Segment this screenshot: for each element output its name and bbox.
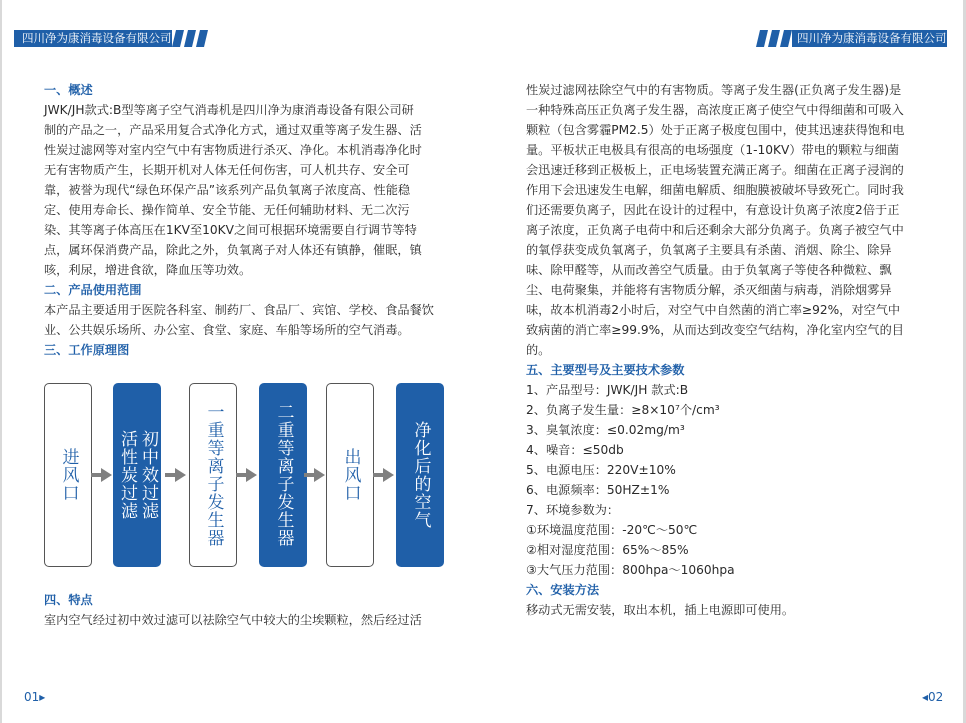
section-title-principle: 三、工作原理图 [44, 343, 130, 357]
flow-step-purified-air [396, 383, 444, 567]
flow-step-ion-generator-1 [189, 383, 237, 567]
section-title-overview: 一、概述 [44, 83, 93, 97]
spec-item: 2、负离子发生量：≥8×10⁷个/cm³ [526, 403, 720, 417]
flow-arrow-icon [90, 465, 114, 485]
overview-line: 无有害物质产生，长期开机对人体无任何伤害，可人机共存、安全可 [44, 163, 410, 177]
overview-line: 性炭过滤网等对室内空气中有害物质进行杀灭、净化。本机消毒净化时 [44, 143, 422, 157]
flow-step-air-inlet [44, 383, 92, 567]
features-line: 量。平板状正电极具有很高的电场强度（1-10KV）带电的颗粒与细菌 [526, 143, 900, 157]
spec-item: 5、电源电压：220V±10% [526, 463, 676, 477]
flow-step-label: 出风口 [340, 448, 361, 502]
flow-step-label: 活性炭过滤 [117, 430, 137, 520]
flow-step-air-outlet [326, 383, 374, 567]
page-number-right: ◂02 [922, 690, 944, 704]
features-line: 离子浓度，正负离子电荷中和后还剩余大部分负离子。负离子被空气中 [526, 223, 904, 237]
page-number-left: 01▸ [24, 690, 46, 704]
features-line: 味，故本机消毒2小时后，对空气中自然菌的消亡率≥92%，对空气中 [526, 303, 901, 317]
overview-line: 制的产品之一，产品采用复合式净化方式，通过双重等离子发生器、活 [44, 123, 422, 137]
features-line: 尘、电荷聚集，并能将有害物质分解，杀灭细菌与病毒，消除烟雾异 [526, 283, 892, 297]
overview-line: 定、使用寿命长、操作简单、安全节能、无任何辅助材料、无二次污 [44, 203, 410, 217]
flow-step-primary-filter [113, 383, 161, 567]
spec-item: 7、环境参数为： [526, 503, 620, 517]
features-line: 致病菌的消亡率≥99.9%，从而达到改变空气结构，净化室内空气的目 [526, 323, 904, 337]
overview-line: 咳，利尿，增进食欲，降血压等功效。 [44, 263, 252, 277]
features-line: 颗粒（包含雾霾PM2.5）处于正离子极度包围中，使其迅速获得饱和电 [526, 123, 905, 137]
overview-line: JWK/JH款式:B型等离子空气消毒机是四川净为康消毒设备有限公司研 [44, 103, 414, 117]
scope-line: 业、公共娱乐场所、办公室、食堂、家庭、车船等场所的空气消毒。 [44, 323, 410, 337]
flow-step-ion-generator-2 [259, 383, 307, 567]
spec-item: ③大气压力范围：800hpa～1060hpa [526, 563, 735, 577]
features-line: 的氧俘获变成负氧离子，负氧离子主要具有杀菌、消烟、除尘、除异 [526, 243, 892, 257]
section-title-specs: 五、主要型号及主要技术参数 [526, 363, 685, 377]
installation-line: 移动式无需安装，取出本机，插上电源即可使用。 [526, 603, 795, 617]
flow-step-label: 二重等离子发生器 [273, 403, 294, 547]
flow-arrow-icon [235, 465, 259, 485]
section-title-features: 四、特点 [44, 593, 93, 607]
working-principle-diagram [44, 383, 439, 568]
spec-item: 3、臭氧浓度：≤0.02mg/m³ [526, 423, 685, 437]
flow-step-label: 净化后的空气 [410, 421, 431, 529]
header-stripes-left [172, 30, 216, 47]
right-column [526, 80, 934, 620]
flow-arrow-icon [164, 465, 188, 485]
left-column [44, 80, 452, 360]
features-line: 会迅速迁移到正极板上，正电场装置充满正离子。细菌在正离子浸润的 [526, 163, 904, 177]
overview-line: 染、其等离子体高压在1KV至10KV之间可根据环境需要自行调节等特 [44, 223, 417, 237]
flow-step-label: 进风口 [58, 448, 79, 502]
left-column-features [44, 590, 452, 630]
section-title-scope: 二、产品使用范围 [44, 283, 142, 297]
scope-line: 本产品主要适用于医院各科室、制药厂、食品厂、宾馆、学校、食品餐饮 [44, 303, 434, 317]
overview-line: 点，属环保消费产品，除此之外，负氧离子对人体还有镇静，催眠，镇 [44, 243, 422, 257]
flow-step-label: 初中效过滤 [138, 430, 158, 520]
header-company-left: 四川净为康消毒设备有限公司 [22, 31, 172, 45]
features-line: 味、除甲醛等，从而改善空气质量。由于负氧离子等使各种微粒、飘 [526, 263, 892, 277]
spec-item: ①环境温度范围：-20℃～50℃ [526, 523, 698, 537]
spec-item: ②相对湿度范围：65%～85% [526, 543, 689, 557]
section-title-installation: 六、安装方法 [526, 583, 600, 597]
features-line: 性炭过滤网祛除空气中的有害物质。等离子发生器(正负离子发生器)是 [526, 83, 902, 97]
spec-item: 4、噪音：≤50db [526, 443, 624, 457]
overview-line: 靠，被誉为现代“绿色环保产品”该系列产品负氧离子浓度高、性能稳 [44, 183, 411, 197]
page-edge-left [0, 0, 2, 723]
spec-item: 6、电源频率：50HZ±1% [526, 483, 670, 497]
flow-arrow-icon [303, 465, 327, 485]
features-line: 的。 [526, 343, 551, 357]
features-line: 一种特殊高压正负离子发生器，高浓度正离子使空气中得细菌和可吸入 [526, 103, 904, 117]
header-company-right: 四川净为康消毒设备有限公司 [797, 31, 947, 45]
header-stripes-right [752, 30, 792, 47]
features-line: 们还需要负离子，因此在设计的过程中，有意设计负离子浓度2倍于正 [526, 203, 900, 217]
features-line: 作用下会迅速发生电解，细菌电解质、细胞膜被破坏导致死亡。同时我 [526, 183, 904, 197]
features-line: 室内空气经过初中效过滤可以祛除空气中较大的尘埃颗粒，然后经过活 [44, 613, 422, 627]
flow-arrow-icon [372, 465, 396, 485]
flow-step-label: 一重等离子发生器 [203, 403, 224, 547]
spec-item: 1、产品型号：JWK/JH 款式:B [526, 383, 689, 397]
